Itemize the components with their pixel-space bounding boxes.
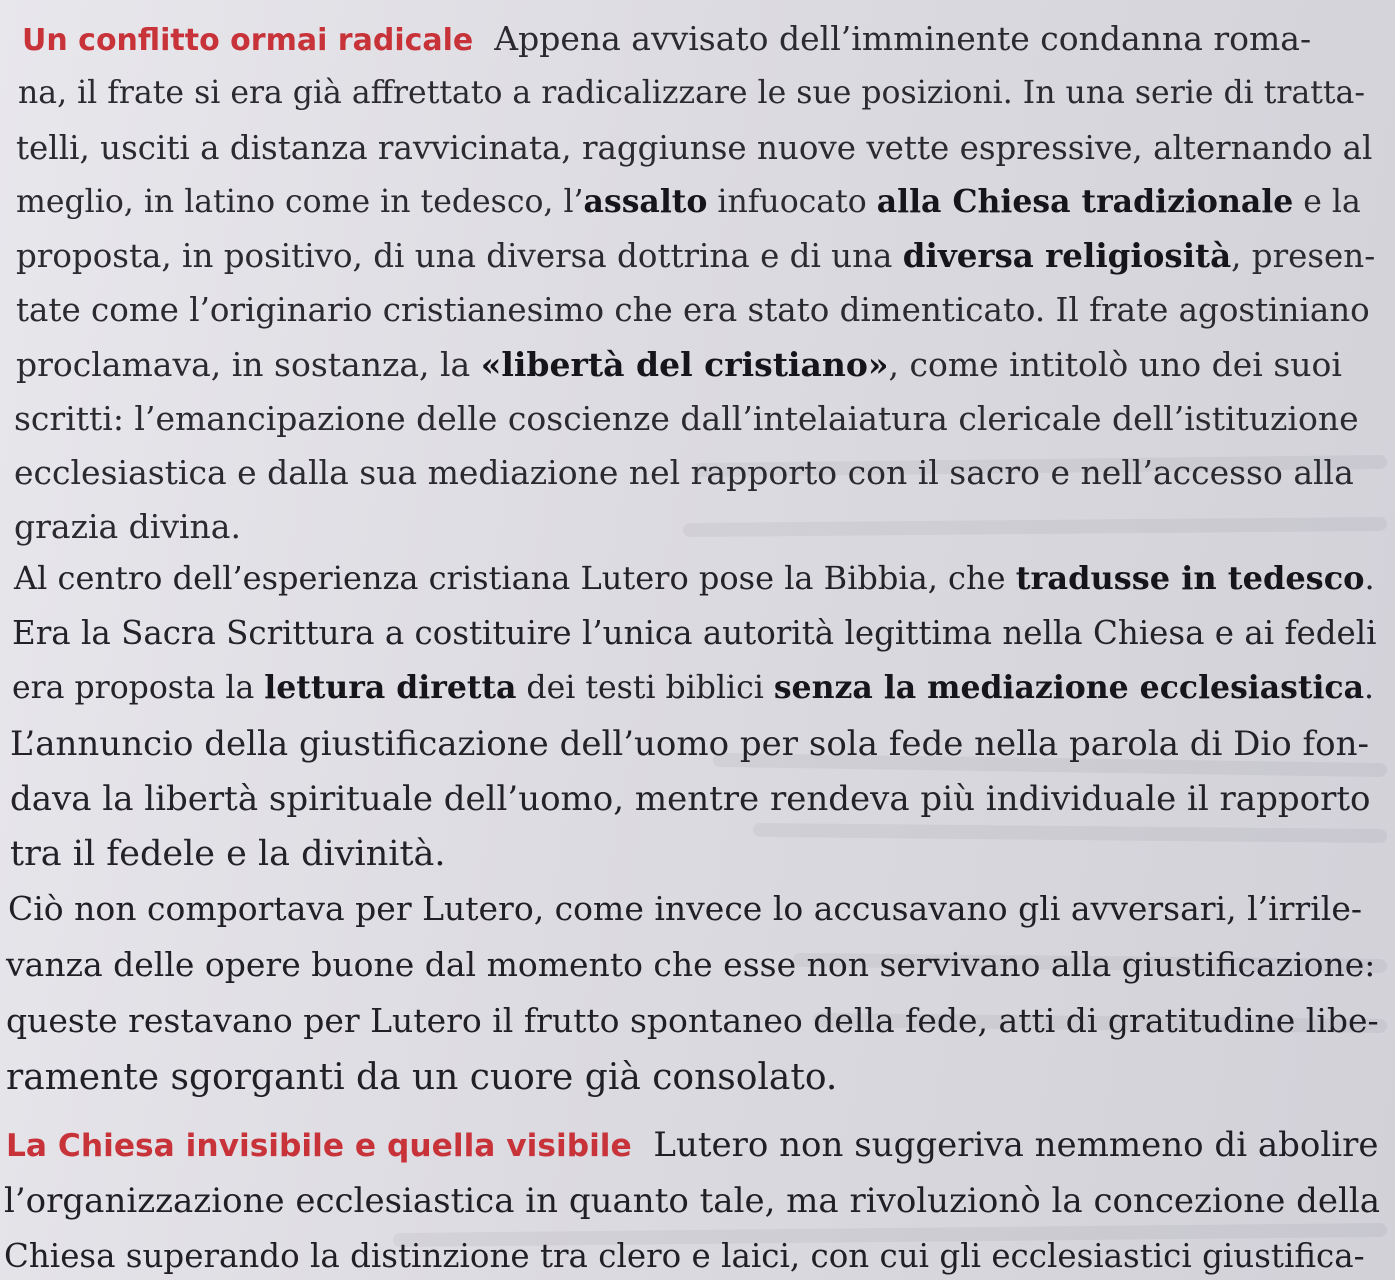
line-21: [6, 1125, 1379, 1165]
line-18: [6, 945, 1376, 984]
text-line: Lutero non suggeriva nemmeno di abolire: [653, 1125, 1379, 1165]
text-segment: Al centro dell’esperienza cristiana Lutero pose la Bibbia, che: [14, 559, 1016, 597]
text-line: dava la libertà spirituale dell’uomo, mentre rendeva più individuale il rapporto: [10, 779, 1371, 819]
line-16: [10, 834, 446, 874]
text-segment: .: [1364, 670, 1375, 706]
line-23: [4, 1237, 1365, 1275]
line-11: [14, 559, 1375, 597]
line-5: [16, 236, 1376, 275]
text-line: ecclesiastica e dalla sua mediazione nel rapporto con il sacro e nell’accesso alla: [14, 453, 1354, 492]
bold-term: alla Chiesa tradizionale: [876, 183, 1294, 220]
text-line: scritti: l’emancipazione delle coscienze dall’intelaiatura clericale dell’istituzione: [14, 399, 1359, 438]
text-segment: , come intitolò uno dei suoi: [888, 345, 1342, 384]
text-line: na, il frate si era già affrettato a radicalizzare le sue posizioni. In una serie di tratta-: [18, 75, 1365, 111]
section-heading-chiesa: La Chiesa invisibile e quella visibile: [6, 1128, 632, 1164]
line-6: [16, 291, 1370, 329]
line-22: [4, 1181, 1381, 1221]
text-segment: era proposta la: [12, 670, 265, 706]
line-20: [6, 1057, 838, 1098]
text-line: Appena avvisato dell’imminente condanna roma-: [494, 19, 1312, 58]
line-3: [16, 129, 1373, 167]
text-segment: infuocato: [707, 184, 877, 220]
line-2: [18, 75, 1365, 111]
line-12: [12, 614, 1377, 652]
text-line: Ciò non comportava per Lutero, come invece lo accusavano gli avversari, l’irrile-: [8, 889, 1362, 928]
text-line: vanza delle opere buone dal momento che esse non servivano alla giustificazione:: [6, 945, 1376, 984]
line-1: [22, 19, 1312, 58]
bold-term: assalto: [583, 183, 708, 220]
bold-term: «libertà del cristiano»: [480, 345, 889, 384]
text-segment: dei testi biblici: [516, 670, 774, 706]
text-segment: , presen-: [1231, 237, 1376, 275]
text-line: tra il fedele e la divinità.: [10, 834, 446, 874]
line-10: [14, 507, 241, 546]
line-8: [14, 399, 1359, 438]
line-9: [14, 453, 1354, 492]
text-segment: meglio, in latino come in tedesco, l’: [16, 184, 584, 220]
text-line: tate come l’originario cristianesimo che era stato dimenticato. Il frate agostiniano: [16, 291, 1370, 329]
text-segment: e la: [1293, 184, 1361, 220]
text-line: Chiesa superando la distinzione tra clero e laici, con cui gli ecclesiastici giustifica-: [4, 1237, 1365, 1275]
bold-term: tradusse in tedesco: [1015, 559, 1365, 597]
text-line: telli, usciti a distanza ravvicinata, raggiunse nuove vette espressive, alternando al: [16, 129, 1373, 167]
line-7: [16, 345, 1342, 384]
text-segment: proposta, in positivo, di una diversa dottrina e di una: [16, 237, 903, 275]
line-14: [10, 724, 1369, 764]
bold-term: lettura diretta: [264, 669, 517, 706]
text-line: Era la Sacra Scrittura a costituire l’unica autorità legittima nella Chiesa e ai fedeli: [12, 614, 1377, 652]
line-4: [16, 183, 1361, 220]
text-line: grazia divina.: [14, 507, 241, 546]
line-15: [10, 779, 1371, 819]
text-line: L’annuncio della giustificazione dell’uomo per sola fede nella parola di Dio fon-: [10, 724, 1369, 764]
section-heading-conflitto: Un conflitto ormai radicale: [22, 23, 474, 58]
text-line: l’organizzazione ecclesiastica in quanto tale, ma rivoluzionò la concezione della: [4, 1181, 1381, 1221]
text-segment: proclamava, in sostanza, la: [16, 345, 481, 384]
bold-term: senza la mediazione ecclesiastica: [773, 669, 1365, 706]
line-17: [8, 889, 1362, 928]
line-19: [6, 1001, 1379, 1040]
line-13: [12, 669, 1375, 706]
bold-term: diversa religiosità: [902, 236, 1232, 275]
text-line: ramente sgorganti da un cuore già consolato.: [6, 1057, 838, 1098]
text-line: queste restavano per Lutero il frutto spontaneo della fede, atti di gratitudine libe-: [6, 1001, 1379, 1040]
text-segment: .: [1364, 559, 1375, 597]
